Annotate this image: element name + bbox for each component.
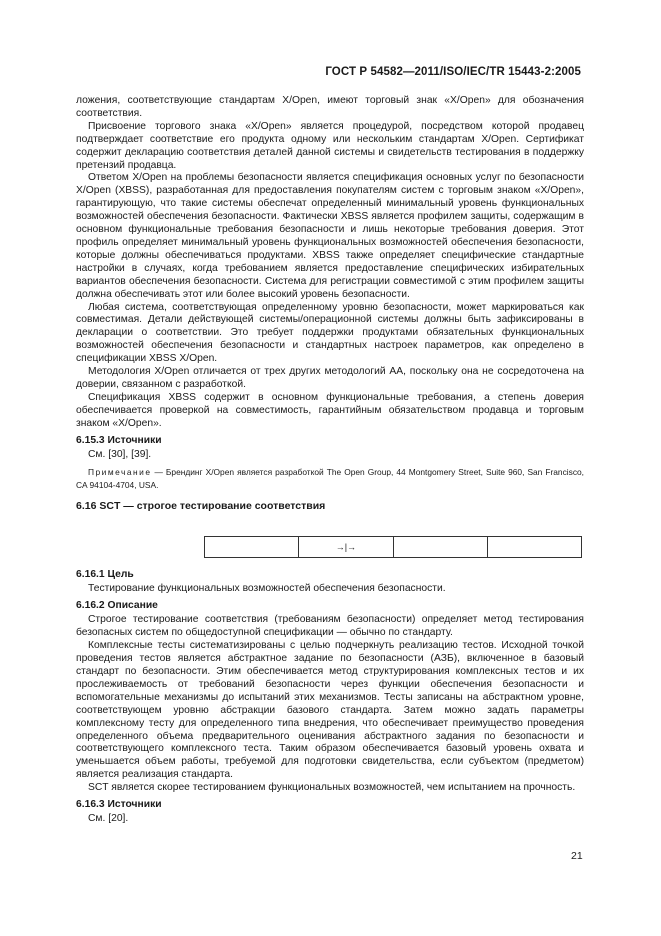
- scale-cell: [205, 537, 299, 557]
- scale-cell: [488, 537, 581, 557]
- paragraph: Тестирование функциональных возможностей обеспечения безопасности.: [88, 583, 446, 595]
- page-content: [76, 95, 584, 826]
- note-label: Примечание: [88, 467, 152, 478]
- paragraph: Ответом X/Open на проблемы безопасности является спецификация основных услуг по безопасности X/Open (XBSS), разработанная для предоставления покупателям систем с торговым знаком «X/Open», гарантирующую, что такие системы обеспечат определенный минимальный уровень функциональных возможностей обеспечения безопасности. Фактически XBSS является профилем защиты, содержащим в основном функциональные требования безопасности и лишь некоторые требования доверия. Этот профиль определяет минимальный уровень функциональных возможностей обеспечения безопасности, которые должны обеспечиваться продуктами. XBSS также определяет специфические стандартные настройки в случаях, когда требованием является предоставление специфических избирательных вариантов обеспечения безопасности. Система для регистрации совместимой с этим профилем защиты должна обеспечивать этот или более высокий уровень безопасности.: [76, 172, 584, 300]
- section-heading-6-16-2: 6.16.2 Описание: [76, 600, 158, 612]
- section-heading-6-16: 6.16 SCT — строгое тестирование соответствия: [76, 500, 326, 513]
- paragraph: Строгое тестирование соответствия (требованиям безопасности) определяет метод тестирования безопасных систем по общедоступной спецификации — обычно по стандарту.: [76, 614, 584, 639]
- paragraph: Любая система, соответствующая определенному уровню безопасности, может маркироваться как совместимая. Детали действующей системы/операционной системы должны быть зафиксированы в декларации о соответствии. Это требует поддержки продуктами обязательных функциональных возможностей обеспечения безопасности и стандартных настроек параметров, как определено в спецификации XBSS X/Open.: [76, 301, 584, 365]
- paragraph: См. [30], [39].: [88, 448, 152, 460]
- note-text: — Брендинг X/Open является разработкой The Open Group, 44 Montgomery Street, Suite 960, San Francisco, CA 94104-4704, USA.: [76, 467, 584, 490]
- section-heading-6-15-3: 6.15.3 Источники: [76, 434, 162, 446]
- paragraph: ложения, соответствующие стандартам X/Open, имеют торговый знак «X/Open» для обозначения соответствия.: [76, 95, 584, 119]
- paragraph: Присвоение торгового знака «X/Open» является процедурой, посредством которой продавец подтверждает соответствие его продукта одному или нескольким стандартам X/Open. Сертификат содержит декларацию соответствия деталей данной системы и свидетельств тестирования в поддержку претензий продавца.: [76, 120, 584, 171]
- paragraph: См. [20].: [88, 813, 129, 825]
- scale-cell: [394, 537, 488, 557]
- paragraph: Спецификация XBSS содержит в основном функциональные требования, а степень доверия обеспечивается проверкой на совместимость, гарантийным обязательством продавца и торговым знаком «X/Open».: [76, 391, 584, 429]
- assurance-scale-table: [204, 536, 582, 558]
- document-header: ГОСТ Р 54582—2011/ISO/IEC/TR 15443-2:2005: [325, 66, 581, 78]
- section-heading-6-16-3: 6.16.3 Источники: [76, 799, 162, 811]
- note: [76, 466, 584, 491]
- section-heading-6-16-1: 6.16.1 Цель: [76, 569, 134, 581]
- paragraph: Методология X/Open отличается от трех других методологий АА, поскольку она не сосредоточена на доверии, связанном с разработкой.: [76, 366, 584, 390]
- scale-cell-arrow: →|→: [299, 537, 393, 557]
- paragraph: Комплексные тесты систематизированы с целью подчеркнуть реализацию тестов. Исходной точкой проведения тестов является абстрактное задание по безопасности (АЗБ), включенное в базовый стандарт по безопасности. Этим обеспечивается метод структурирования комплексных тестов и их прослеживаемость от требований безопасности через функции обеспечения безопасности и вспомогательные механизмы до испытаний этих механизмов. Тесты записаны на абстрактном уровне, соответствующем уровню абстракции базового стандарта. Затем можно задать параметры комплексному тесту для определенного типа внедрения, что обеспечивает преимущество проведения определенного объема предварительного оценивания абстрактного задания по безопасности и соответствующего комплексного теста. Таким образом обеспечивается базовый уровень охвата и уменьшается объем работы, требуемой для подготовки свидетельства, если субъектом (предметом) является реализация стандарта.: [76, 640, 584, 781]
- paragraph: SCT является скорее тестированием функциональных возможностей, чем испытанием на прочность.: [88, 782, 576, 794]
- page-number: 21: [571, 850, 583, 862]
